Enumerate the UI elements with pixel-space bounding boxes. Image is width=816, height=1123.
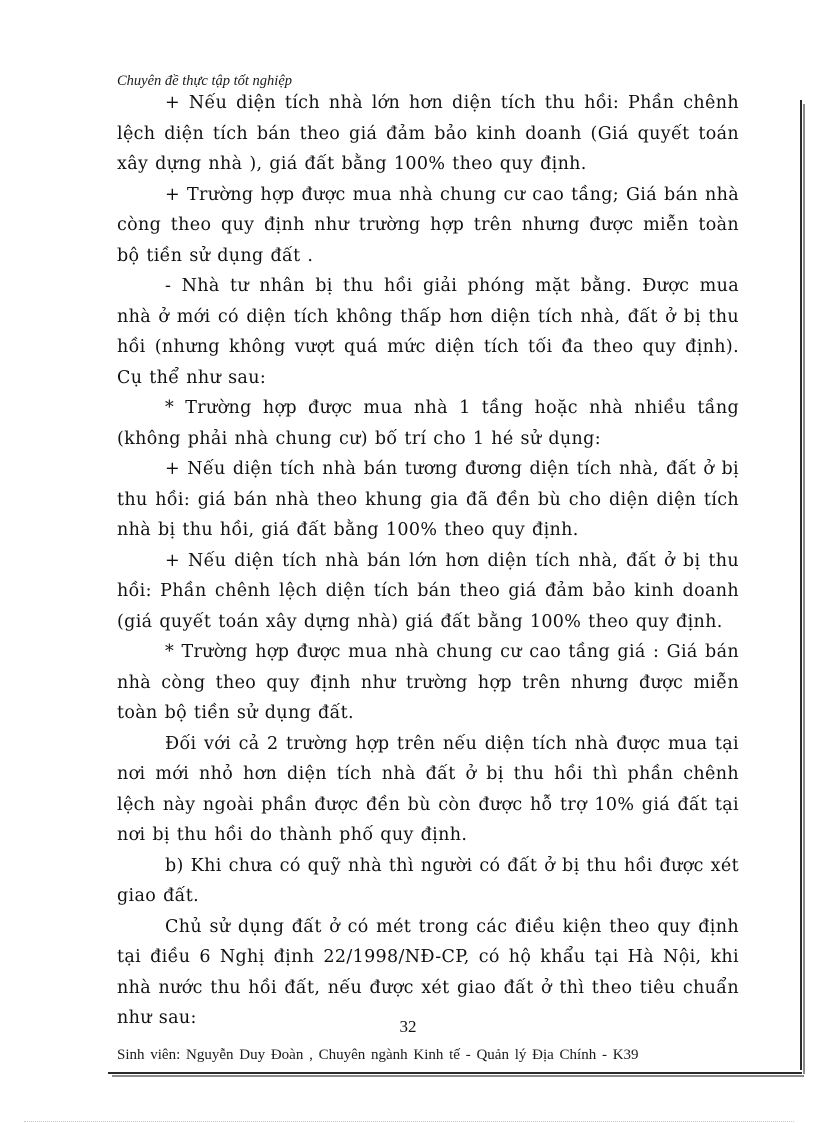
page-border-bottom <box>108 1072 802 1074</box>
paragraph: + Nếu diện tích nhà bán lớn hơn diện tích nhà, đất ở bị thu hồi: Phần chênh lệch diện tích bán theo giá đảm bảo kinh doanh (giá quyết toán xây dựng nhà) giá đất bằng 100% theo quy định. <box>117 550 739 632</box>
paragraph: * Trường hợp được mua nhà 1 tầng hoặc nhà nhiều tầng (không phải nhà chung cư) bố trí cho 1 hé sử dụng: <box>117 398 739 449</box>
paragraph: b) Khi chưa có quỹ nhà thì người có đất ở bị thu hồi được xét giao đất. <box>117 855 739 906</box>
paragraph: Đối với cả 2 trường hợp trên nếu diện tích nhà được mua tại nơi mới nhỏ hơn diện tích nhà đất ở bị thu hồi thì phần chênh lệch này ngoài phần được đền bù còn được hỗ trợ 10% giá đất tại nơi bị thu hồi do thành phố quy định. <box>117 733 739 845</box>
page-number: 32 <box>399 1017 417 1036</box>
page-border-right-shadow <box>803 104 805 1074</box>
paragraph: + Nếu diện tích nhà lớn hơn diện tích thu hồi: Phần chênh lệch diện tích bán theo giá đảm bảo kinh doanh (Giá quyết toán xây dựng nhà ), giá đất bằng 100% theo quy định. <box>117 93 739 174</box>
running-header: Chuyên đề thực tập tốt nghiệp <box>117 73 293 89</box>
paragraph: Chủ sử dụng đất ở có mét trong các điều kiện theo quy định tại điều 6 Nghị định 22/1998/NĐ-CP, có hộ khẩu tại Hà Nội, khi nhà nước thu hồi đất, nếu được xét giao đất ở thì theo tiêu chuẩn như sau: <box>117 916 739 1028</box>
page-break-line <box>24 1121 794 1122</box>
paragraph: + Nếu diện tích nhà bán tương đương diện tích nhà, đất ở bị thu hồi: giá bán nhà theo khung gia đã đền bù cho diện diện tích nhà bị thu hồi, giá đất bằng 100% theo quy định. <box>117 459 739 540</box>
body-text <box>117 88 739 1034</box>
page-border-bottom-shadow <box>112 1075 804 1077</box>
page-border-right <box>800 100 802 1070</box>
paragraph: - Nhà tư nhân bị thu hồi giải phóng mặt bằng. Được mua nhà ở mới có diện tích không thấp hơn diện tích nhà, đất ở bị thu hồi (nhưng không vượt quá mức diện tích tối đa theo quy định). Cụ thể như sau: <box>117 276 739 388</box>
footer-author-line: Sinh viên: Nguyễn Duy Đoàn , Chuyên ngành Kinh tế - Quản lý Địa Chính - K39 <box>117 1047 639 1063</box>
paragraph: + Trường hợp được mua nhà chung cư cao tầng; Giá bán nhà còng theo quy định như trường hợp trên nhưng được miễn toàn bộ tiền sử dụng đất . <box>117 184 739 266</box>
paragraph: * Trường hợp được mua nhà chung cư cao tầng giá : Giá bán nhà còng theo quy định như trường hợp trên nhưng được miễn toàn bộ tiền sử dụng đất. <box>117 642 739 723</box>
